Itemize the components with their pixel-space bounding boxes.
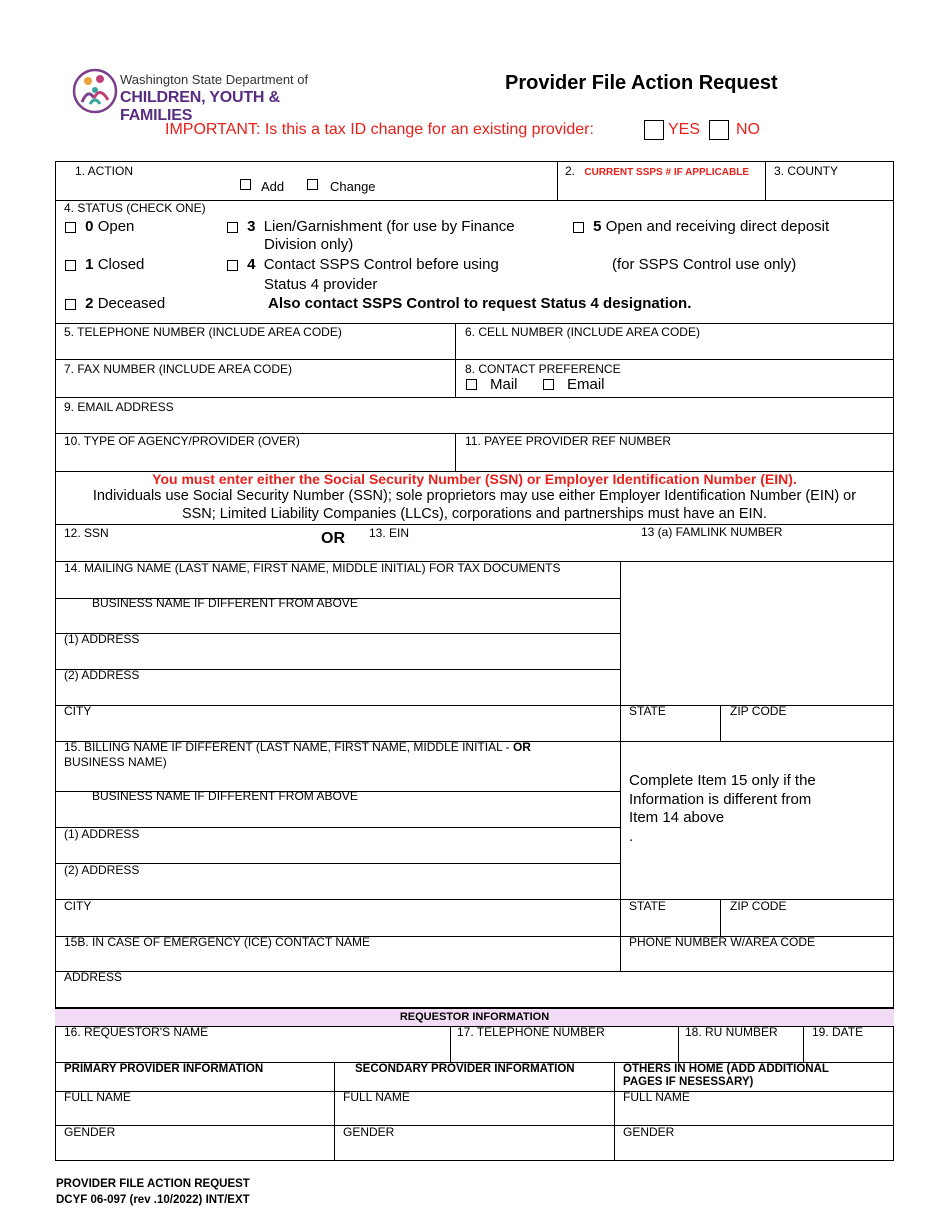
billing-state-label: STATE <box>629 899 666 913</box>
no-label: NO <box>736 121 760 138</box>
mail-checkbox[interactable] <box>466 379 477 390</box>
others-full-name-label: FULL NAME <box>623 1090 690 1104</box>
status-1-checkbox[interactable] <box>65 260 76 271</box>
requestor-telephone-label: 17. TELEPHONE NUMBER <box>457 1025 605 1039</box>
contact-pref-label: 8. CONTACT PREFERENCE <box>465 362 621 376</box>
page-title: Provider File Action Request <box>505 72 778 94</box>
email-label: 9. EMAIL ADDRESS <box>64 400 174 414</box>
logo-family-icon <box>72 68 118 114</box>
county-label: 3. COUNTY <box>774 164 839 178</box>
change-checkbox[interactable] <box>307 179 318 190</box>
status-4-option[interactable]: 4 Contact SSPS Control before using <box>227 256 499 273</box>
add-checkbox[interactable] <box>240 179 251 190</box>
billing-name-label: 15. BILLING NAME IF DIFFERENT (LAST NAME, FIRST NAME, MIDDLE INITIAL - OR <box>64 740 531 754</box>
telephone-label: 5. TELEPHONE NUMBER (INCLUDE AREA CODE) <box>64 325 342 339</box>
status-4-line2: Status 4 provider <box>264 276 378 293</box>
mailing-address1-label: (1) ADDRESS <box>64 632 140 646</box>
mailing-city-label: CITY <box>64 704 92 718</box>
ssn-notice-line3: SSN; Limited Liability Companies (LLCs), corporations and partnerships must have an EIN. <box>181 506 768 522</box>
ssps-field[interactable] <box>565 164 749 178</box>
billing-business-label: BUSINESS NAME IF DIFFERENT FROM ABOVE <box>92 789 358 803</box>
payee-label: 11. PAYEE PROVIDER REF NUMBER <box>465 434 672 448</box>
status-5-option[interactable]: 5 Open and receiving direct deposit <box>573 218 829 235</box>
status-3-option[interactable]: 3 Lien/Garnishment (for use by Finance <box>227 218 515 235</box>
change-label: Change <box>330 179 376 194</box>
requestor-name-label: 16. REQUESTOR'S NAME <box>64 1025 209 1039</box>
email-option-label: Email <box>567 376 605 393</box>
footer-form-number: DCYF 06-097 (rev .10/2022) INT/EXT <box>56 1194 250 1206</box>
ice-phone-label: PHONE NUMBER W/AREA CODE <box>629 935 816 949</box>
ssps-number-label: 2. <box>565 164 576 178</box>
status-5-checkbox[interactable] <box>573 222 584 233</box>
logo-line2: CHILDREN, YOUTH & FAMILIES <box>120 89 280 124</box>
status-0-checkbox[interactable] <box>65 222 76 233</box>
status-0-option[interactable]: 0 Open <box>65 218 134 235</box>
mailing-business-label: BUSINESS NAME IF DIFFERENT FROM ABOVE <box>92 596 358 610</box>
billing-note: Complete Item 15 only if the Information is different from Item 14 above . <box>629 772 816 845</box>
billing-zip-label: ZIP CODE <box>730 899 787 913</box>
billing-city-label: CITY <box>64 899 92 913</box>
mailing-name-label: 14. MAILING NAME (LAST NAME, FIRST NAME, MIDDLE INITIAL) FOR TAX DOCUMENTS <box>64 561 561 575</box>
mailing-address2-label: (2) ADDRESS <box>64 668 140 682</box>
secondary-gender-label: GENDER <box>343 1125 395 1139</box>
ru-number-label: 18. RU NUMBER <box>685 1025 778 1039</box>
no-checkbox[interactable] <box>709 120 729 140</box>
status-2-option[interactable]: 2 Deceased <box>65 295 165 312</box>
others-gender-label: GENDER <box>623 1125 675 1139</box>
mailing-zip-label: ZIP CODE <box>730 704 787 718</box>
also-contact-note: Also contact SSPS Control to request Status 4 designation. <box>268 295 692 312</box>
status-4-checkbox[interactable] <box>227 260 238 271</box>
others-in-home-header: OTHERS IN HOME (ADD ADDITIONAL PAGES IF NESESSARY) <box>623 1063 829 1088</box>
yes-label: YES <box>668 121 701 138</box>
status-1-option[interactable]: 1 Closed <box>65 256 144 273</box>
ice-contact-label: 15B. IN CASE OF EMERGENCY (ICE) CONTACT NAME <box>64 935 371 949</box>
or-label: OR <box>321 530 345 547</box>
ssps-red-label: CURRENT SSPS # IF APPLICABLE <box>584 167 750 178</box>
important-question: IMPORTANT: Is this a tax ID change for an existing provider: <box>165 121 594 138</box>
status-label: 4. STATUS (CHECK ONE) <box>64 201 206 215</box>
primary-gender-label: GENDER <box>64 1125 116 1139</box>
requestor-header: REQUESTOR INFORMATION <box>399 1011 550 1023</box>
add-label: Add <box>261 179 285 194</box>
status-2-checkbox[interactable] <box>65 299 76 310</box>
date-label: 19. DATE <box>812 1025 864 1039</box>
billing-address1-label: (1) ADDRESS <box>64 827 140 841</box>
form-table <box>55 161 894 1161</box>
billing-name-label-line2: BUSINESS NAME) <box>64 755 167 769</box>
status-3-line2: Division only) <box>264 236 354 253</box>
mailing-state-label: STATE <box>629 704 666 718</box>
ice-address-label: ADDRESS <box>64 970 123 984</box>
ssn-notice-red: You must enter either the Social Security Number (SSN) or Employer Identification Number (EIN). <box>152 471 797 487</box>
cell-label: 6. CELL NUMBER (INCLUDE AREA CODE) <box>465 325 700 339</box>
billing-address2-label: (2) ADDRESS <box>64 863 140 877</box>
ssn-label: 12. SSN <box>64 526 109 540</box>
status-5-note: (for SSPS Control use only) <box>612 256 797 273</box>
secondary-full-name-label: FULL NAME <box>343 1090 410 1104</box>
ssn-notice-line2: Individuals use Social Security Number (SSN); sole proprietors may use either Employer Identification Number (EIN) or <box>92 488 857 504</box>
status-3-checkbox[interactable] <box>227 222 238 233</box>
agency-logo <box>72 68 342 124</box>
logo-line1: Washington State Department of <box>120 72 309 87</box>
email-checkbox[interactable] <box>543 379 554 390</box>
primary-full-name-label: FULL NAME <box>64 1090 131 1104</box>
famlink-label: 13 (a) FAMLINK NUMBER <box>641 525 783 539</box>
ein-label: 13. EIN <box>369 526 410 540</box>
fax-label: 7. FAX NUMBER (INCLUDE AREA CODE) <box>64 362 293 376</box>
action-label: 1. ACTION <box>75 164 134 178</box>
footer-form-name: PROVIDER FILE ACTION REQUEST <box>56 1178 250 1190</box>
yes-checkbox[interactable] <box>644 120 664 140</box>
mail-label: Mail <box>490 376 518 393</box>
secondary-provider-header: SECONDARY PROVIDER INFORMATION <box>355 1063 575 1075</box>
agency-type-label: 10. TYPE OF AGENCY/PROVIDER (OVER) <box>64 434 300 448</box>
primary-provider-header: PRIMARY PROVIDER INFORMATION <box>64 1063 264 1075</box>
